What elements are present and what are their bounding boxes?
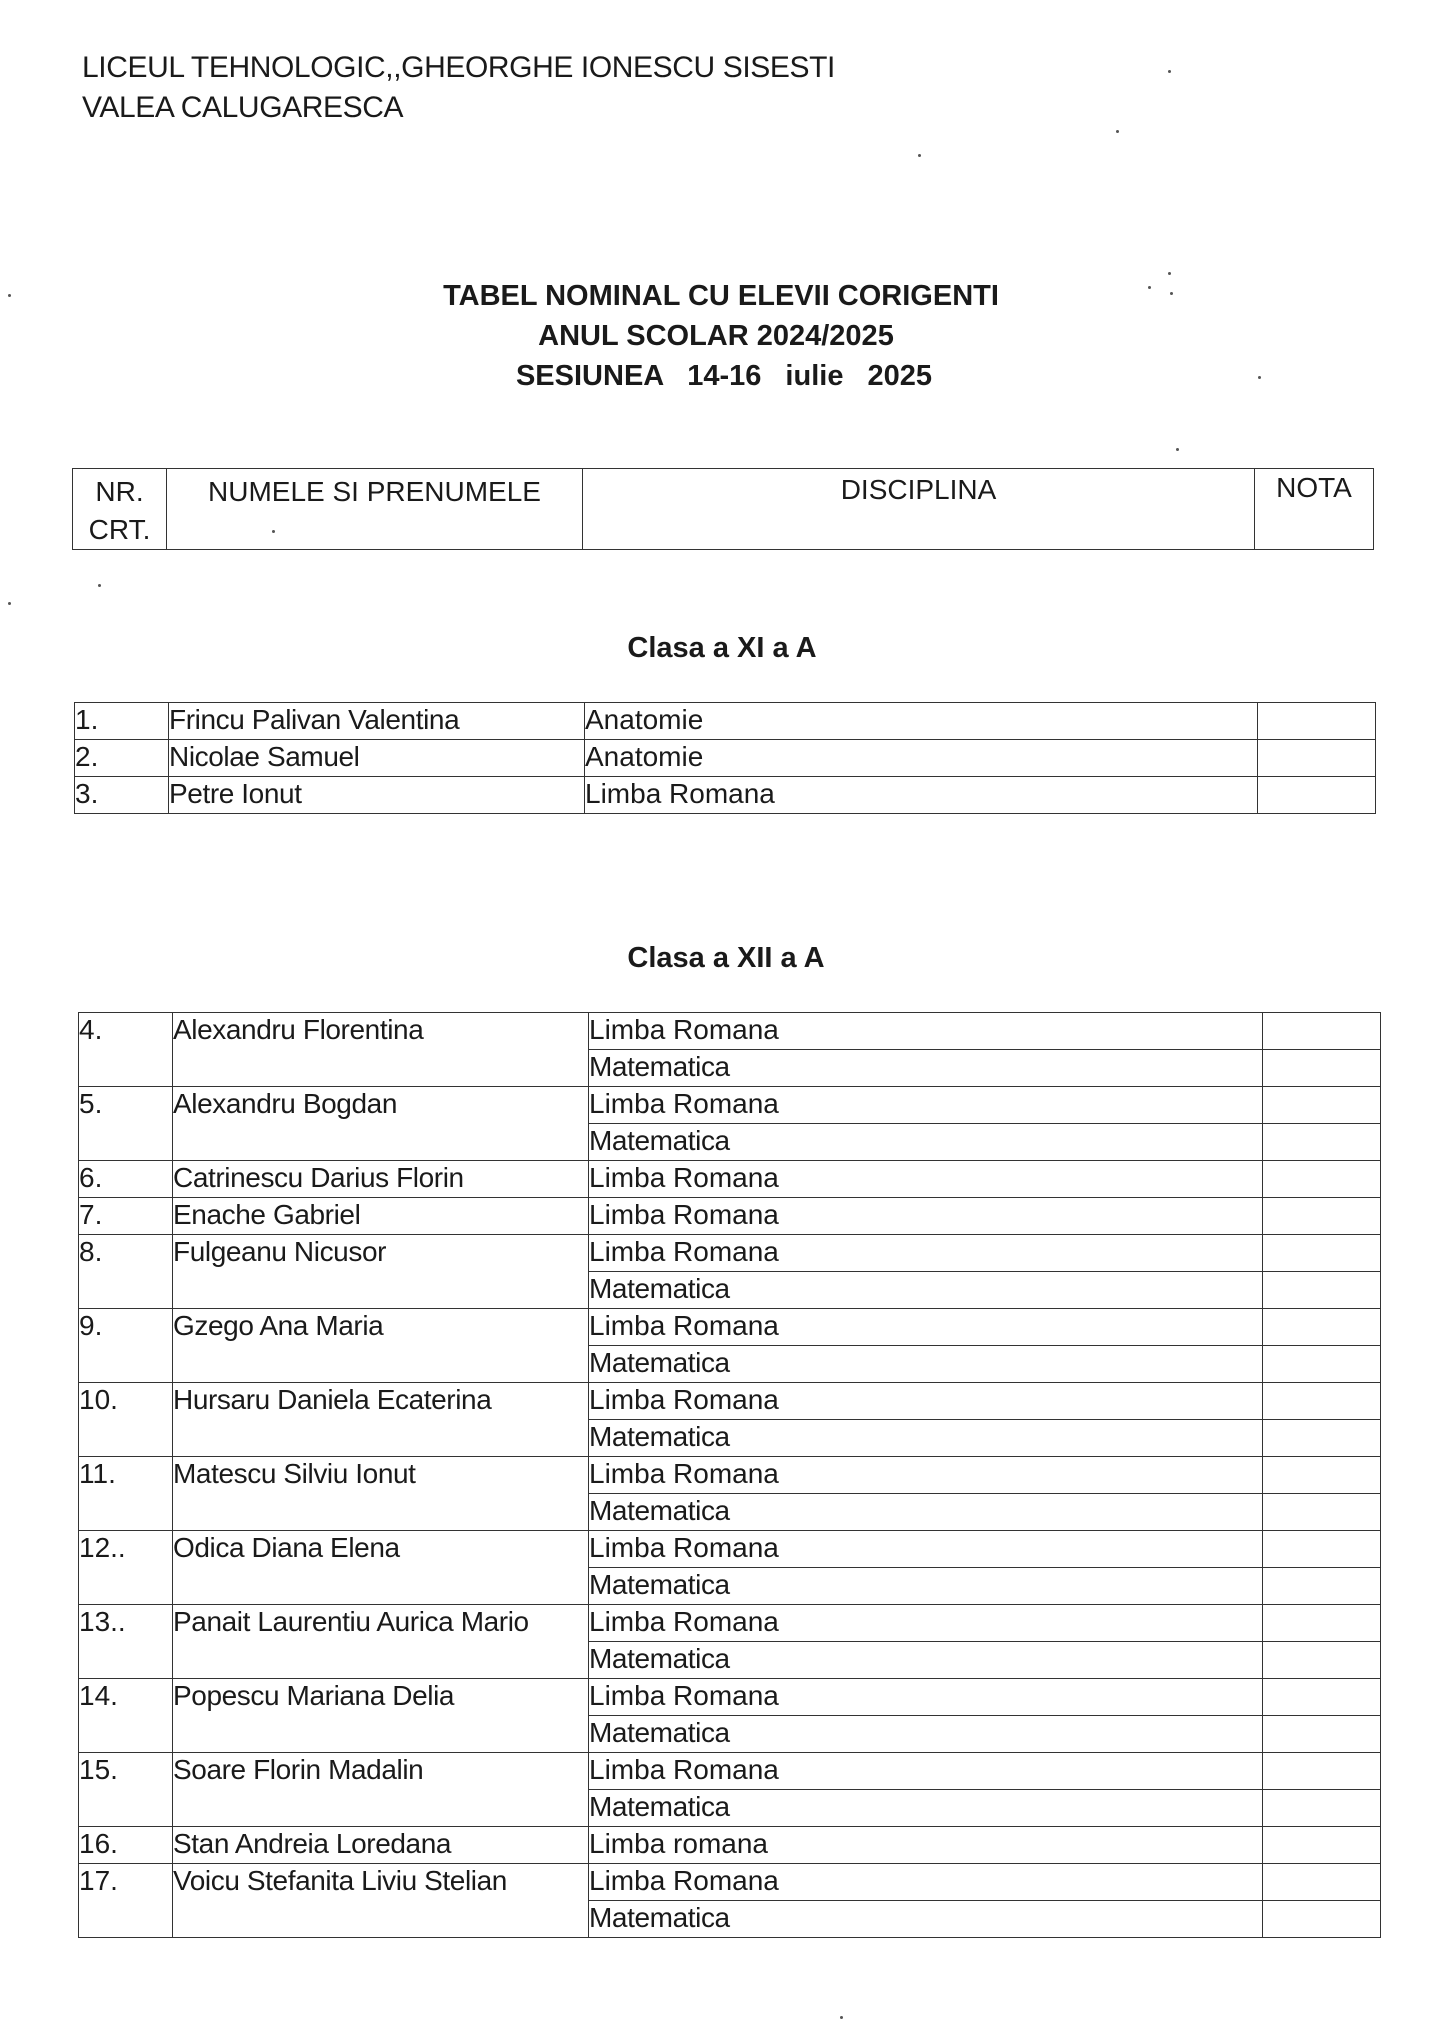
grade-cell [1263,1864,1381,1901]
school-name: LICEUL TEHNOLOGIC,,GHEORGHE IONESCU SISESTI [82,51,835,84]
scan-speck [8,602,11,605]
grade-cell [1263,1420,1381,1457]
table-row [79,1309,1381,1346]
scan-speck [1170,292,1173,295]
subject-limba-romana: Limba Romana [589,1383,1263,1420]
student-number: 17. [79,1864,173,1938]
subject-limba-romana: Limba Romana [589,1309,1263,1346]
grade-cell [1263,1235,1381,1272]
exam-session: SESIUNEA 14-16 iulie 2025 [515,360,933,392]
student-name: Alexandru Florentina [173,1013,589,1087]
scan-speck [1148,286,1151,289]
grade-cell [1258,777,1376,814]
class-table [74,702,1376,814]
subject-limba-romana: Limba Romana [589,1235,1263,1272]
grade-cell [1263,1494,1381,1531]
grade-cell [1263,1124,1381,1161]
column-header-nr: NR. CRT. [73,469,167,550]
student-number: 3. [75,777,169,814]
table-row [79,1383,1381,1420]
student-number: 8. [79,1235,173,1309]
student-name: Petre Ionut [169,777,585,814]
scan-speck [8,294,11,297]
subject-matematica: Matematica [589,1901,1263,1938]
school-header [82,48,835,128]
subject-limba-romana: Limba romana [589,1827,1263,1864]
subject-limba-romana: Limba Romana [589,1531,1263,1568]
student-number: 5. [79,1087,173,1161]
student-name: Nicolae Samuel [169,740,585,777]
student-number: 15. [79,1753,173,1827]
grade-cell [1258,703,1376,740]
grade-cell [1263,1790,1381,1827]
student-number: 16. [79,1827,173,1864]
student-name: Popescu Mariana Delia [173,1679,589,1753]
subject-matematica: Matematica [589,1494,1263,1531]
subject-limba-romana: Limba Romana [589,1087,1263,1124]
subject-matematica: Matematica [589,1790,1263,1827]
grade-cell [1263,1346,1381,1383]
subject-matematica: Matematica [589,1568,1263,1605]
scan-speck [1258,376,1261,379]
student-number: 10. [79,1383,173,1457]
grade-cell [1263,1679,1381,1716]
table-row [79,1235,1381,1272]
table-row [75,703,1376,740]
scan-speck [840,2016,843,2019]
table-row [79,1827,1381,1864]
subject-limba-romana: Limba Romana [589,1013,1263,1050]
student-name: Soare Florin Madalin [173,1753,589,1827]
subject-matematica: Matematica [589,1420,1263,1457]
column-header-table [72,468,1374,550]
student-name: Enache Gabriel [173,1198,589,1235]
subject-limba-romana: Limba Romana [589,1161,1263,1198]
column-header-subject: DISCIPLINA [583,469,1255,550]
document-title-block [0,276,1432,396]
table-row [79,1864,1381,1901]
student-name: Frincu Palivan Valentina [169,703,585,740]
subject-anatomie: Anatomie [585,703,1258,740]
table-row [75,777,1376,814]
subject-limba-romana: Limba Romana [589,1753,1263,1790]
student-name: Fulgeanu Nicusor [173,1235,589,1309]
subject-matematica: Matematica [589,1642,1263,1679]
scan-speck [98,584,101,587]
school-year: ANUL SCOLAR 2024/2025 [538,320,894,352]
grade-cell [1263,1383,1381,1420]
subject-matematica: Matematica [589,1050,1263,1087]
student-number: 13.. [79,1605,173,1679]
student-name: Stan Andreia Loredana [173,1827,589,1864]
student-name: Odica Diana Elena [173,1531,589,1605]
subject-limba-romana: Limba Romana [589,1864,1263,1901]
column-header-name: NUMELE SI PRENUMELE [167,469,583,550]
student-name: Voicu Stefanita Liviu Stelian [173,1864,589,1938]
table-row [79,1753,1381,1790]
grade-cell [1263,1087,1381,1124]
student-number: 4. [79,1013,173,1087]
scan-speck [918,154,921,157]
student-number: 11. [79,1457,173,1531]
column-header-grade: NOTA [1255,469,1374,550]
grade-cell [1263,1753,1381,1790]
table-row [79,1605,1381,1642]
grade-cell [1263,1568,1381,1605]
student-number: 6. [79,1161,173,1198]
student-number: 2. [75,740,169,777]
grade-cell [1263,1309,1381,1346]
scan-speck [1116,130,1119,133]
class-table [78,1012,1381,1938]
grade-cell [1263,1161,1381,1198]
scan-speck [1176,448,1179,451]
grade-cell [1263,1605,1381,1642]
student-number: 1. [75,703,169,740]
grade-cell [1263,1272,1381,1309]
subject-limba-romana: Limba Romana [589,1679,1263,1716]
student-name: Alexandru Bogdan [173,1087,589,1161]
table-row [75,740,1376,777]
subject-matematica: Matematica [589,1272,1263,1309]
grade-cell [1263,1827,1381,1864]
subject-anatomie: Anatomie [585,740,1258,777]
table-row [79,1087,1381,1124]
table-row [79,1531,1381,1568]
grade-cell [1263,1198,1381,1235]
grade-cell [1263,1050,1381,1087]
student-number: 7. [79,1198,173,1235]
scan-speck [1168,70,1171,73]
student-number: 14. [79,1679,173,1753]
grade-cell [1263,1716,1381,1753]
student-name: Panait Laurentiu Aurica Mario [173,1605,589,1679]
student-number: 9. [79,1309,173,1383]
subject-limba-romana: Limba Romana [589,1198,1263,1235]
student-name: Gzego Ana Maria [173,1309,589,1383]
table-row [79,1161,1381,1198]
table-row [79,1198,1381,1235]
student-name: Hursaru Daniela Ecaterina [173,1383,589,1457]
document-title: TABEL NOMINAL CU ELEVII CORIGENTI [443,280,999,312]
subject-limba-romana: Limba Romana [589,1457,1263,1494]
table-row [79,1679,1381,1716]
class-title: Clasa a XI a A [627,632,817,664]
table-row [79,1013,1381,1050]
subject-matematica: Matematica [589,1716,1263,1753]
scan-speck [1168,272,1171,275]
student-name: Catrinescu Darius Florin [173,1161,589,1198]
subject-matematica: Matematica [589,1124,1263,1161]
scan-speck [272,530,275,533]
class-title: Clasa a XII a A [627,942,825,974]
subject-matematica: Matematica [589,1346,1263,1383]
grade-cell [1263,1901,1381,1938]
table-row [79,1457,1381,1494]
grade-cell [1263,1531,1381,1568]
subject-limba-romana: Limba Romana [585,777,1258,814]
grade-cell [1263,1642,1381,1679]
school-location: VALEA CALUGARESCA [82,91,404,124]
grade-cell [1258,740,1376,777]
student-name: Matescu Silviu Ionut [173,1457,589,1531]
grade-cell [1263,1457,1381,1494]
student-number: 12.. [79,1531,173,1605]
subject-limba-romana: Limba Romana [589,1605,1263,1642]
grade-cell [1263,1013,1381,1050]
